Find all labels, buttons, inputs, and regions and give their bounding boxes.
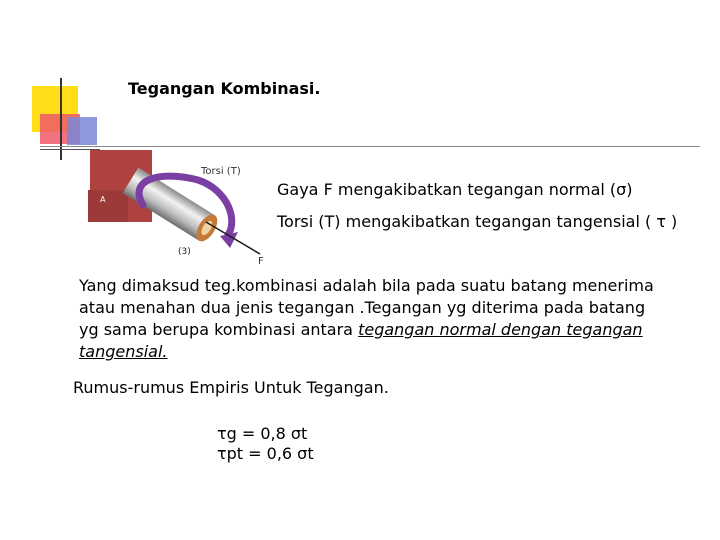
force-label: F: [258, 256, 264, 267]
decor-line-horizontal: [40, 146, 700, 147]
formula-1: τg = 0,8 σt: [217, 424, 308, 443]
slide-title: Tegangan Kombinasi.: [128, 79, 321, 98]
formula-2: τpt = 0,6 σt: [217, 444, 314, 463]
decor-line-vertical: [60, 78, 62, 160]
paragraph-line-3-plain: yg sama berupa kombinasi antara: [79, 320, 359, 339]
shear-stress-line: Torsi (T) mengakibatkan tegangan tangensial ( τ ): [277, 212, 678, 231]
paragraph-line-3-emphasis: tegangan normal dengan tegangan: [358, 320, 643, 339]
paragraph-line-1: Yang dimaksud teg.kombinasi adalah bila pada suatu batang menerima: [79, 276, 654, 295]
formulas-heading: Rumus-rumus Empiris Untuk Tegangan.: [73, 378, 389, 397]
paragraph-line-2: atau menahan dua jenis tegangan .Tegangan yg diterima pada batang: [79, 298, 646, 317]
decor-square-blue: [67, 117, 97, 145]
normal-stress-line: Gaya F mengakibatkan tegangan normal (σ): [277, 180, 633, 199]
torsion-label: Torsi (T): [201, 166, 241, 177]
paragraph-line-3: [79, 320, 643, 340]
section-label: (3): [178, 247, 191, 257]
paragraph-line-4: tangensial.: [79, 342, 168, 361]
shaft-illustration: [88, 150, 278, 268]
point-a-label: A: [100, 195, 106, 204]
